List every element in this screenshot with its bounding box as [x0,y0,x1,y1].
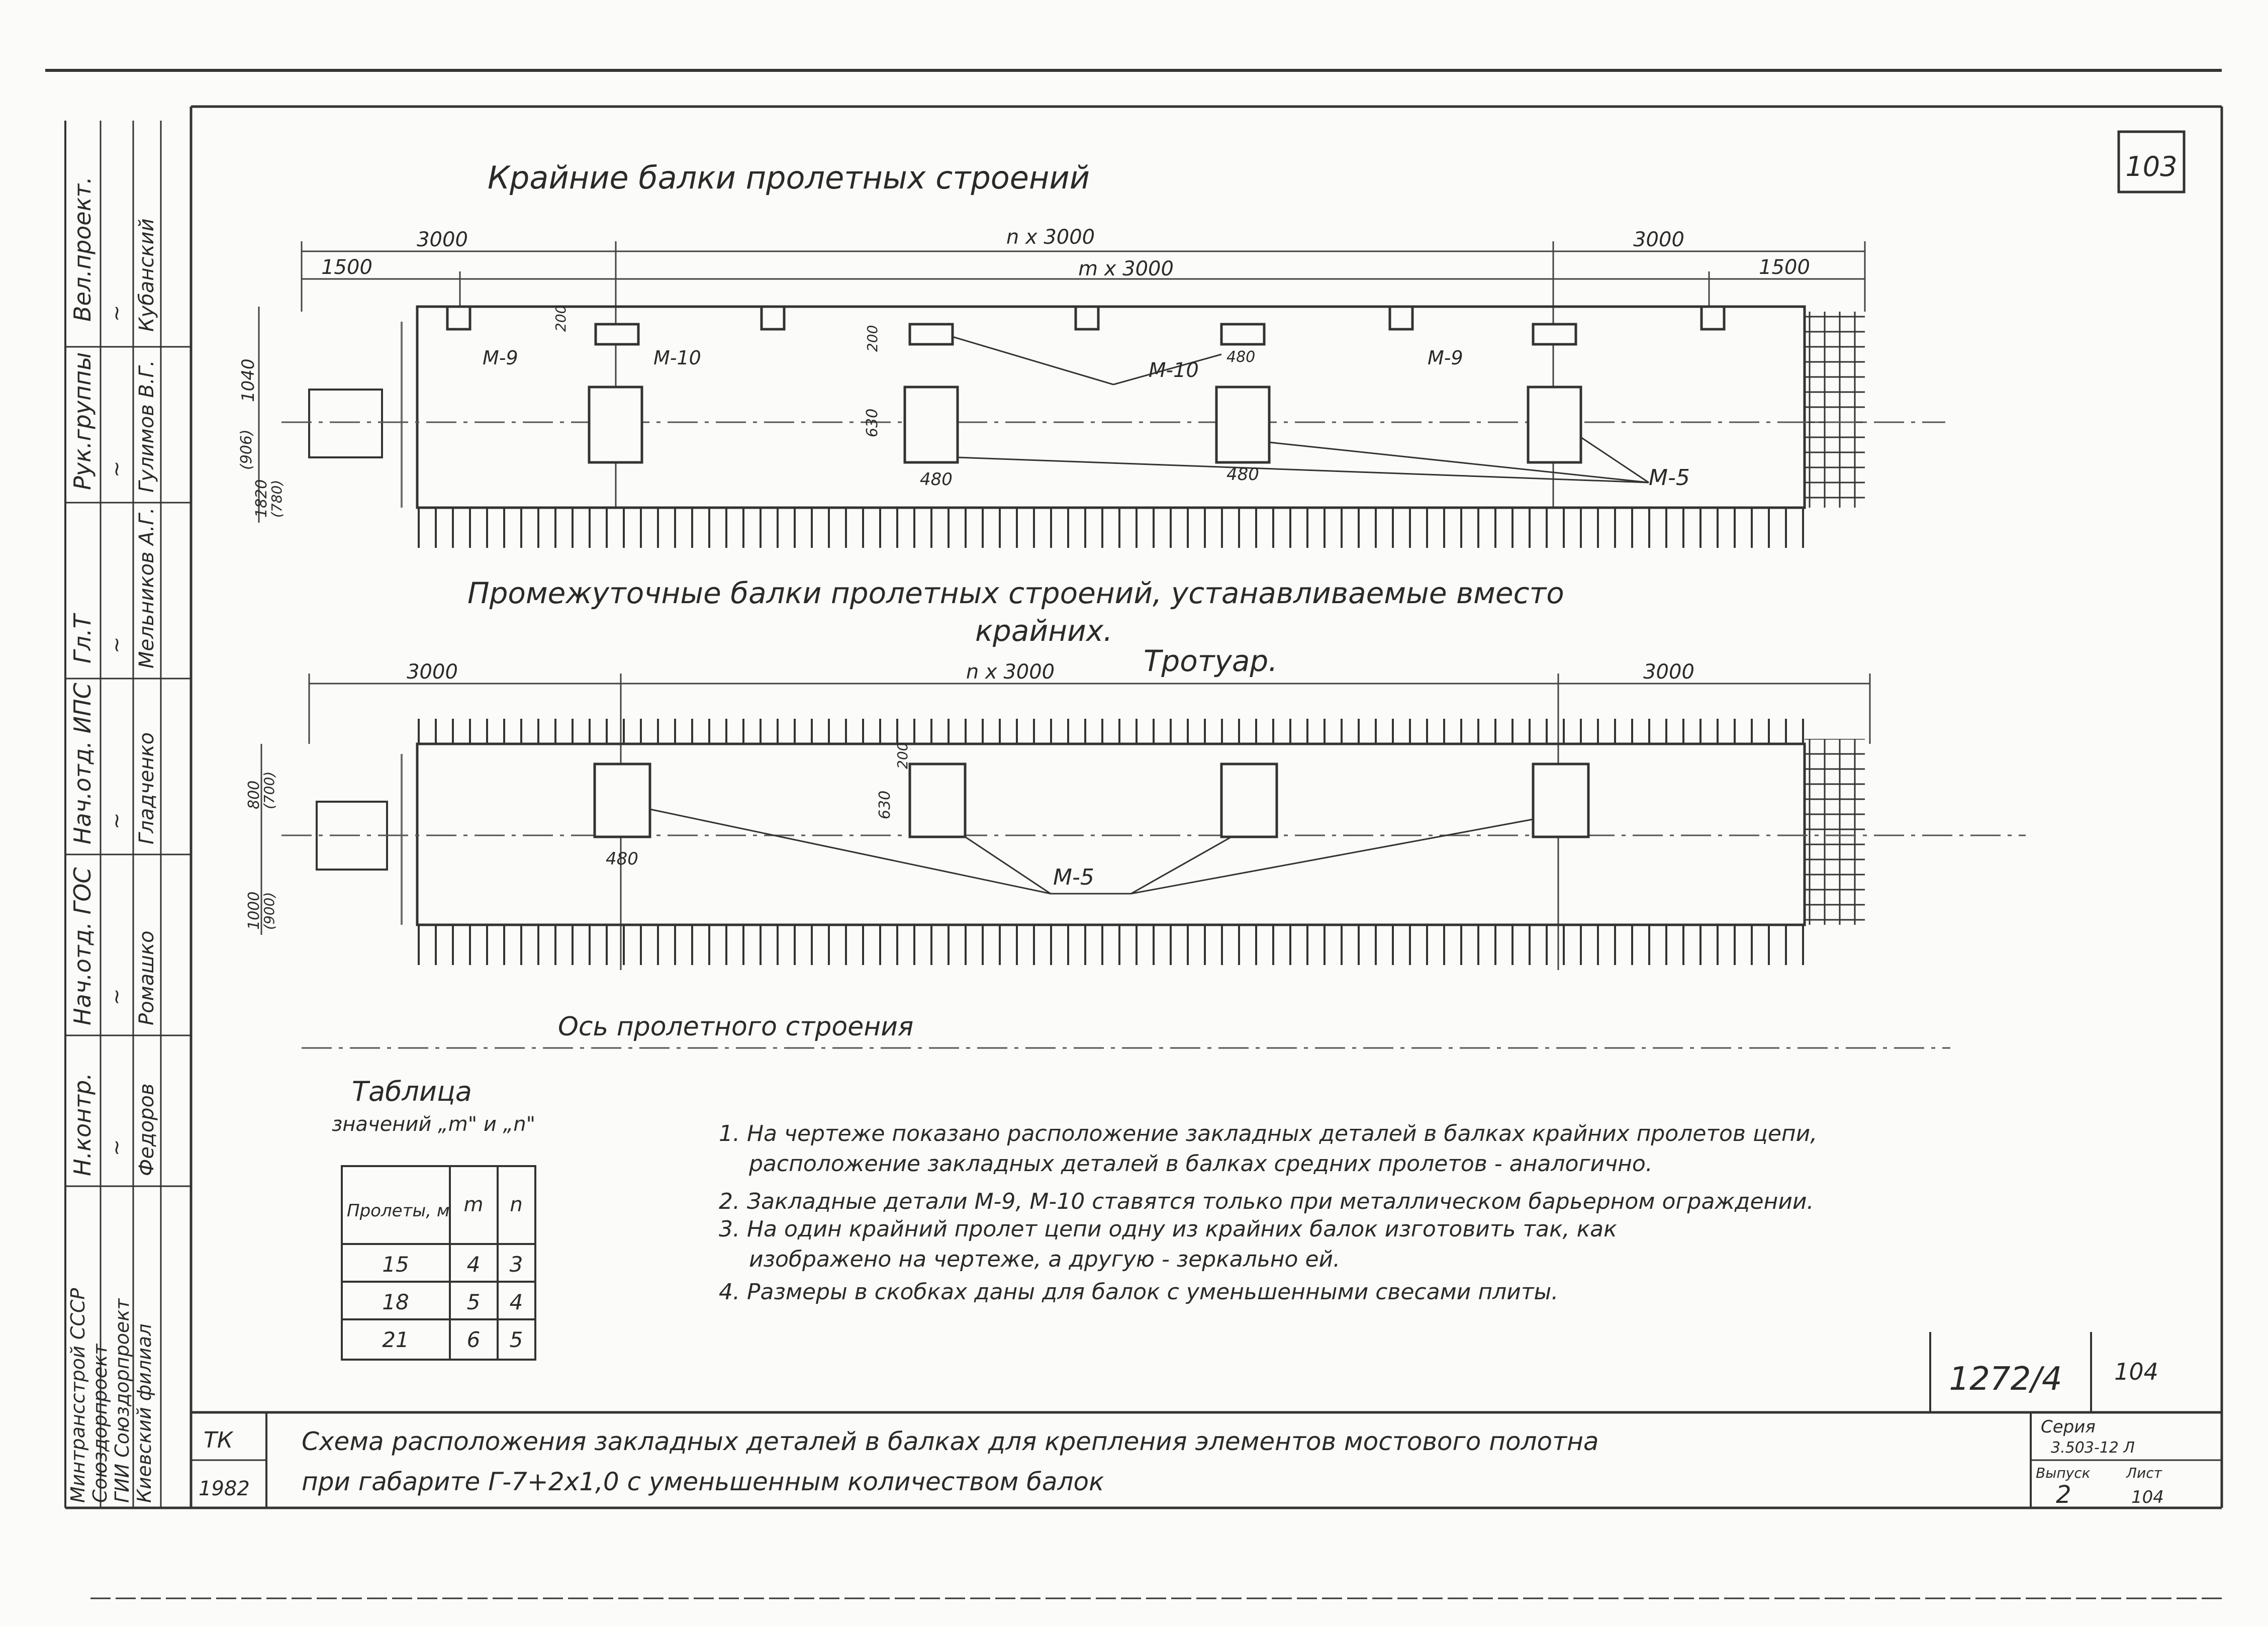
table-cell: 5 [466,1290,481,1314]
svg-text:480: 480 [1226,464,1259,485]
table-cell: 6 [466,1327,481,1352]
stamp-column-4 [69,683,158,844]
stamp-column-2 [69,352,158,493]
plate-m5 [1216,387,1269,462]
title-year: 1982 [199,1477,250,1500]
svg-text:630: 630 [864,408,881,437]
plate-m5 [1528,387,1581,462]
svg-text:200: 200 [552,305,569,332]
table-title: Таблица [352,1076,472,1107]
svg-text:1820: 1820 [253,479,270,518]
plate-m5 [1221,764,1277,837]
stamp-name: Гладченко [135,732,158,844]
label-m9-right: M-9 [1428,347,1463,369]
section-edge-beams [238,159,1945,548]
svg-text:2: 2 [2056,1481,2071,1509]
beam-rib-hatching [417,925,1805,965]
svg-text:1000: 1000 [245,891,263,930]
title-line-2: при габарите Г-7+2х1,0 с уменьшенным количеством балок [302,1467,1104,1496]
stamp-signature: ~ [105,812,128,829]
svg-text:Выпуск: Выпуск [2036,1465,2091,1481]
plate-m5 [1533,764,1588,837]
dim-m-3000: m x 3000 [1078,257,1174,280]
stamp-signature: ~ [105,305,128,322]
beam-rib-hatching [417,508,1805,548]
svg-text:630: 630 [876,790,894,819]
stamp-column-6 [69,1073,158,1176]
plate-m9 [1702,307,1724,329]
dim-1500-right: 1500 [1759,256,1810,279]
dim-3000-left: 3000 [417,228,468,251]
sheet-frame [45,70,2222,1598]
svg-text:(700): (700) [261,771,277,809]
label-m10-left: M-10 [653,347,701,369]
table-cell: 5 [509,1327,523,1352]
note-line: 1. На чертеже показано расположение закладных деталей в балках крайних пролетов цепи, [719,1121,1818,1146]
plate-m5 [905,387,958,462]
stamp-role: Н.контр. [69,1073,96,1176]
section1-title: Крайние балки пролетных строений [488,159,1090,196]
svg-text:(906): (906) [238,429,255,470]
stamp-column-5 [69,867,158,1025]
table-header: m [463,1193,484,1216]
table-cell: 4 [466,1252,481,1277]
title-block [191,1412,2222,1509]
dim-1500-left: 1500 [321,256,372,279]
note-line: 3. На один крайний пролет цепи одну из крайних балок изготовить так, как [719,1216,1617,1242]
note-line: 2. Закладные детали М-9, М-10 ставятся только при металлическом барьерном ограждении. [719,1189,1814,1214]
stamp-role: Нач.отд. ГОС [69,867,96,1025]
label-m9-left: M-9 [483,347,518,369]
dim-n-3000: n x 3000 [1006,226,1095,249]
svg-text:200: 200 [864,325,881,352]
beam-reinforcement-grid [1805,739,1865,925]
svg-text:480: 480 [1226,348,1256,366]
title-line-1: Схема расположения закладных деталей в балках для крепления элементов мостового полотна [302,1427,1599,1456]
section1-dimensions [302,226,1865,508]
sheet-number: 103 [2125,151,2178,182]
drawing-sheet: 104 [2114,1358,2158,1385]
section2-subtitle: Тротуар. [1144,644,1278,678]
plate-m9 [1076,307,1098,329]
stamp-column-1 [69,176,158,332]
svg-text:ГИИ Союздорпроект: ГИИ Союздорпроект [111,1298,133,1503]
svg-text:(780): (780) [268,480,285,518]
svg-text:3000: 3000 [407,660,458,684]
svg-text:3000: 3000 [1643,660,1694,684]
stamp-role: Нач.отд. ИПС [69,683,96,844]
axis-label: Ось пролетного строения [558,1012,914,1042]
beam-end-hatching [390,754,417,925]
notes [719,1121,1817,1305]
svg-text:Киевский филиал: Киевский филиал [133,1323,155,1503]
stamp-name: Гулимов В.Г. [135,360,158,493]
svg-text:Союздорпроект: Союздорпроект [89,1344,111,1503]
stamp-sidebar [65,121,191,1508]
svg-text:104: 104 [2131,1487,2164,1507]
span-axis [302,1012,1950,1048]
values-table [332,1076,535,1360]
note-line: 4. Размеры в скобках даны для балок с уменьшенными свесами плиты. [719,1279,1559,1305]
svg-text:Серия: Серия [2041,1417,2096,1437]
plate-m9 [447,307,470,329]
table-cell: 4 [509,1290,523,1314]
svg-text:480: 480 [606,849,638,869]
table-header: Пролеты, м [347,1201,450,1221]
table-cell: 21 [382,1327,409,1352]
table-cell: 15 [382,1252,409,1277]
plate-m9 [762,307,784,329]
note-line: изображено на чертеже, а другую - зеркально ей. [749,1247,1341,1272]
sidewalk-hatching [417,719,1805,744]
stamp-column-3 [69,508,158,668]
section2-title: Промежуточные балки пролетных строений, устанавливаемые вместо [467,576,1564,610]
stamp-name: Федоров [135,1083,158,1176]
beam-end-hatching [390,322,417,508]
plate-m5 [910,764,965,837]
label-m5: M-5 [1649,465,1690,491]
stamp-role: Рук.группы [69,352,96,490]
drawing-code: 1272/4 [1949,1361,2062,1398]
section2-title-line2: крайних. [975,614,1113,648]
table-header: n [510,1193,523,1216]
stamp-role: Вел.проект. [69,176,96,322]
end-block [309,390,382,457]
label-m5: M-5 [1053,865,1094,890]
stamp-signature: ~ [105,1139,128,1156]
sheet-number-box [2119,132,2184,192]
table-subtitle: значений „m" и „n" [332,1113,536,1136]
table-cell: 18 [382,1290,409,1314]
drawing-code-box [1930,1332,2222,1412]
dim-3000-right: 3000 [1633,228,1684,251]
table-cell: 3 [509,1252,523,1277]
svg-text:n x 3000: n x 3000 [966,660,1055,684]
plate-m5 [595,764,650,837]
svg-text:480: 480 [920,469,953,490]
svg-text:3.503-12 Л: 3.503-12 Л [2051,1439,2135,1457]
svg-text:(900): (900) [261,892,277,930]
title-org: ТК [204,1427,233,1453]
svg-text:Лист: Лист [2126,1465,2162,1481]
stamp-name: Кубанский [135,218,158,332]
stamp-signature: ~ [105,460,128,477]
stamp-organization [67,1288,155,1503]
plate-m5 [589,387,642,462]
stamp-signature: ~ [105,636,128,653]
plate-m10 [596,324,638,344]
svg-text:Минтрансстрой СССР: Минтрансстрой СССР [67,1288,89,1503]
plate-m10 [1533,324,1576,344]
stamp-name: Ромашко [135,930,158,1025]
svg-text:200: 200 [894,742,911,769]
svg-text:800: 800 [245,780,263,809]
stamp-signature: ~ [105,988,128,1005]
label-m10-center: M-10 [1149,359,1199,382]
plate-m10 [1221,324,1264,344]
beam-reinforcement-grid [1805,312,1865,508]
plate-m9 [1390,307,1412,329]
plate-m10 [910,324,953,344]
section-intermediate-beams [245,576,2026,970]
stamp-role: Гл.Т [69,614,96,663]
svg-text:1040: 1040 [238,358,258,402]
note-line: расположение закладных деталей в балках средних пролетов - аналогично. [749,1151,1653,1177]
stamp-name: Мельников А.Г. [135,507,158,668]
